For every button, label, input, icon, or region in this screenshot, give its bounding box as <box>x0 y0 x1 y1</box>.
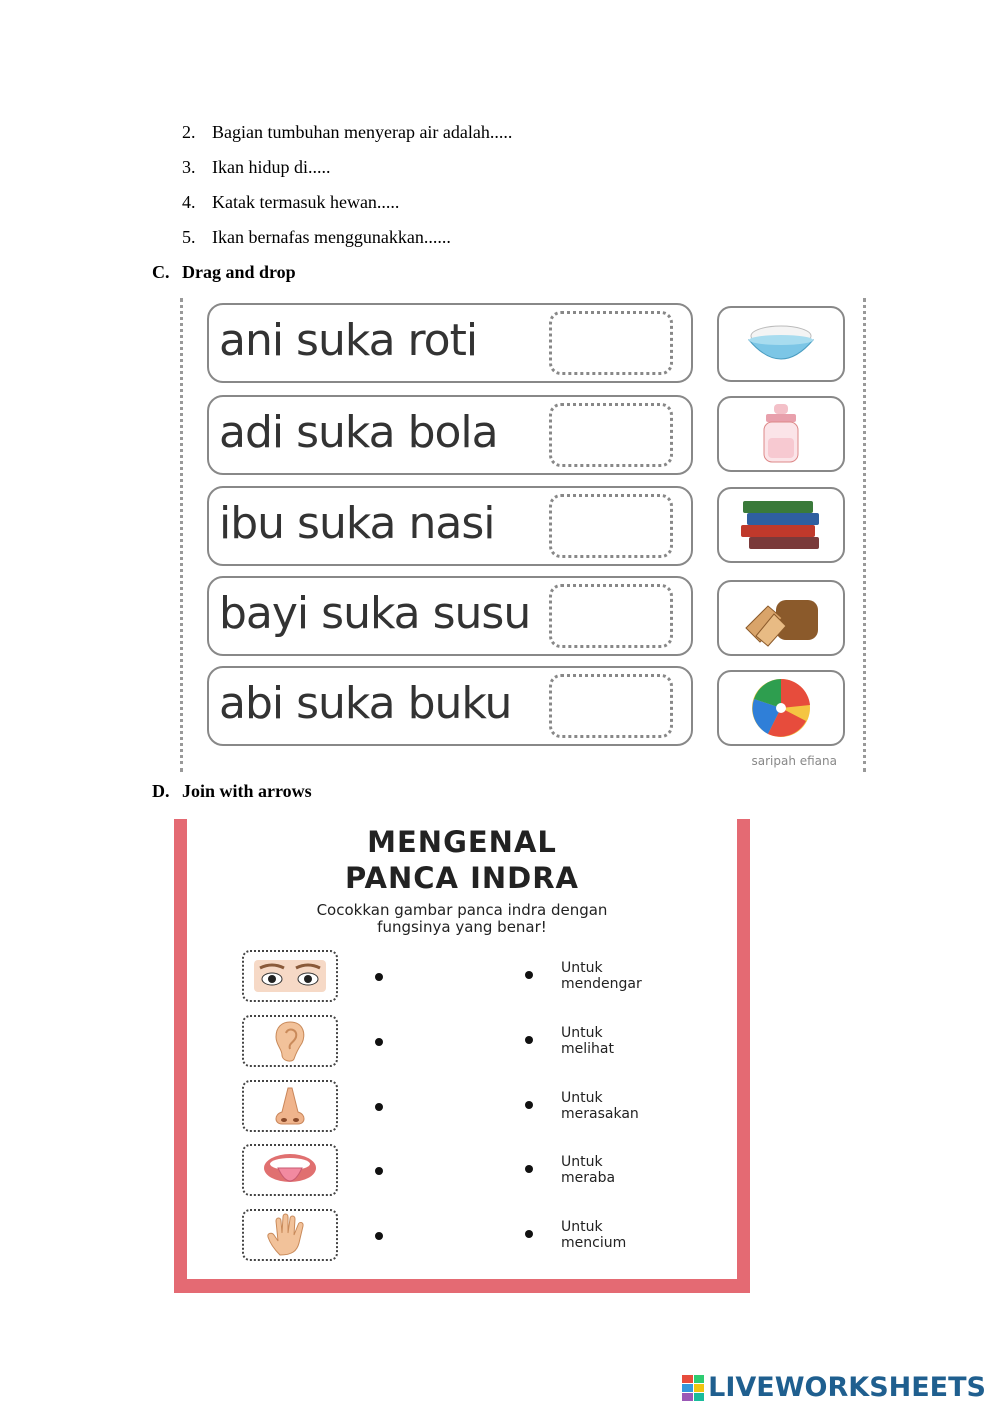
left-connector-dot[interactable] <box>375 1232 383 1240</box>
sentence-row <box>207 486 693 566</box>
sense-tongue-box[interactable] <box>242 1144 338 1196</box>
sense-nose-box[interactable] <box>242 1080 338 1132</box>
left-connector-dot[interactable] <box>375 1167 383 1175</box>
sentence-row <box>207 303 693 383</box>
right-connector-dot[interactable] <box>525 1165 533 1173</box>
sentence-row <box>207 576 693 656</box>
question-5: 5. Ikan bernafas menggunakkan...... <box>182 227 451 247</box>
ear-icon <box>270 1019 310 1063</box>
sentence-row <box>207 395 693 475</box>
liveworksheets-logo-icon <box>682 1375 704 1401</box>
sentence-text: adi suka bola <box>219 407 498 458</box>
sense-ear-box[interactable] <box>242 1015 338 1067</box>
left-connector-dot[interactable] <box>375 1103 383 1111</box>
sentence-text: abi suka buku <box>219 678 512 729</box>
question-2: 2. Bagian tumbuhan menyerap air adalah..... <box>182 122 513 142</box>
question-3: 3. Ikan hidup di..... <box>182 157 331 177</box>
panca-indra-card <box>174 819 750 1293</box>
right-connector-dot[interactable] <box>525 971 533 979</box>
hand-icon <box>266 1213 314 1257</box>
function-label: Untuk mendengar <box>561 960 642 992</box>
drag-drop-activity <box>180 298 866 772</box>
right-connector-dot[interactable] <box>525 1230 533 1238</box>
eyes-icon <box>252 958 328 994</box>
nose-icon <box>268 1084 312 1128</box>
sentence-text: ani suka roti <box>219 315 478 366</box>
right-connector-dot[interactable] <box>525 1036 533 1044</box>
section-c-heading: C. Drag and drop <box>152 262 296 282</box>
liveworksheets-brand <box>682 1372 986 1403</box>
drop-slot[interactable] <box>549 674 673 738</box>
drop-slot[interactable] <box>549 311 673 375</box>
liveworksheets-wordmark: LIVEWORKSHEETS <box>708 1372 986 1403</box>
left-connector-dot[interactable] <box>375 973 383 981</box>
sentence-text: bayi suka susu <box>219 588 531 639</box>
rice-bowl-card[interactable] <box>717 306 845 382</box>
drop-slot[interactable] <box>549 584 673 648</box>
bread-card[interactable] <box>717 580 845 656</box>
beach-ball-card[interactable] <box>717 670 845 746</box>
card-title-line2: PANCA INDRA <box>344 861 580 895</box>
card-inner <box>187 819 737 1279</box>
card-subtitle-line2: fungsinya yang benar! <box>377 918 547 936</box>
rice-bowl-icon <box>741 318 821 370</box>
question-text: Ikan bernafas menggunakkan...... <box>212 227 451 247</box>
right-connector-dot[interactable] <box>525 1101 533 1109</box>
baby-bottle-card[interactable] <box>717 396 845 472</box>
question-text: Bagian tumbuhan menyerap air adalah..... <box>212 122 513 142</box>
sentence-row <box>207 666 693 746</box>
drop-slot[interactable] <box>549 403 673 467</box>
question-4: 4. Katak termasuk hewan..... <box>182 192 400 212</box>
function-label: Untuk melihat <box>561 1025 614 1057</box>
beach-ball-icon <box>748 675 814 741</box>
drop-slot[interactable] <box>549 494 673 558</box>
function-label: Untuk meraba <box>561 1154 616 1186</box>
question-text: Ikan hidup di..... <box>212 157 331 177</box>
books-icon <box>733 495 829 555</box>
sense-hand-box[interactable] <box>242 1209 338 1261</box>
sense-eyes-box[interactable] <box>242 950 338 1002</box>
credit-text: saripah efiana <box>751 754 837 768</box>
baby-bottle-icon <box>756 402 806 466</box>
tongue-icon <box>260 1150 320 1190</box>
question-text: Katak termasuk hewan..... <box>212 192 400 212</box>
books-card[interactable] <box>717 487 845 563</box>
function-label: Untuk mencium <box>561 1219 627 1251</box>
card-subtitle-line1: Cocokkan gambar panca indra dengan <box>316 901 608 919</box>
bread-icon <box>736 588 826 648</box>
left-connector-dot[interactable] <box>375 1038 383 1046</box>
sentence-text: ibu suka nasi <box>219 498 495 549</box>
card-title-line1: MENGENAL <box>367 825 557 859</box>
section-d-heading: D. Join with arrows <box>152 781 312 801</box>
function-label: Untuk merasakan <box>561 1090 639 1122</box>
